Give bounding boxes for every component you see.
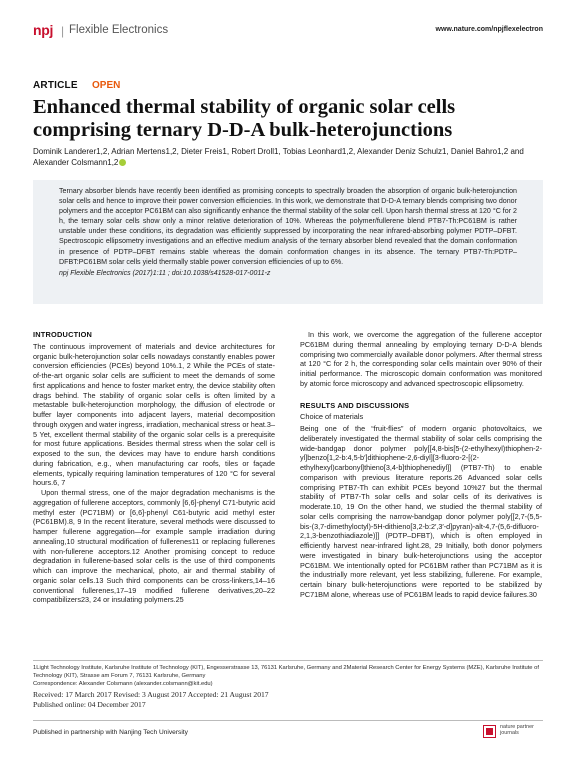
open-access-badge: OPEN — [92, 80, 121, 91]
received-dates: Received: 17 March 2017 Revised: 3 August 2017 Accepted: 21 August 2017 — [33, 690, 269, 699]
orcid-icon[interactable] — [119, 159, 126, 166]
page-header — [33, 22, 543, 40]
author-list — [33, 146, 543, 168]
npj-logo: npj — [33, 22, 54, 38]
left-column — [33, 330, 275, 605]
intro-paragraph-3: In this work, we overcome the aggregation of the fullerene acceptor PC61BM during thermal annealing by employing ternary D-D-A blends comprising two commercially available donor polymers. After thermal stress at 120 °C for 2 h, the corresponding solar cells maintain over 90% of their initial performance. The microscopic domain conformation was monitored by atomic force microscopy and advanced spectroscopic ellipsometry. — [300, 330, 542, 388]
affiliations: 1Light Technology Institute, Karlsruhe Institute of Technology (KIT), Engesserstrasse 13, 76131 Karlsruhe, Germany and 2Material Research Center for Energy Systems (MZE), Karlsruhe Institute of Technology (KIT), Strasse am Forum 7, 76131 Karlsruhe, Germany — [33, 665, 539, 679]
journal-url-link[interactable]: www.nature.com/npjflexelectron — [435, 26, 543, 33]
journal-name: Flexible Electronics — [69, 24, 169, 36]
footnotes — [33, 664, 543, 688]
header-separator: | — [61, 24, 65, 38]
results-paragraph-1: Being one of the “fruit-flies” of modern organic photovoltaics, we deliberately investigated the thermal stability of solar cells comprising the wide-bandgap donor polymer poly[[4,8-bis[5-(2-ethylhexyl)thiophen-2-yl]benzo[1,2-b:4,5-b′]dithiophene-2,6-diyl][3-fluoro-2-[(2-ethylhexyl)carbonyl]thieno[3,4-b]thiophenediyl]] (PTB7-Th) to enable comparison with previous literature reports.26 Advanced solar cells comprising PTB7-Th can exhibit PCEs beyond 10%27 but the thermal stability of PTB7-Th solar cells and solar cells of its derivatives is moderate.10, 19 On the other hand, we studied the thermal stability of solar cells comprising the narrow-bandgap donor polymer poly[[2,7-(5,5-bis-(3,7-dimethyloctyl)-5H-dithieno[3,2-b:2′,3′-d]pyran)-alt-4,7-(5,6-difluoro-2,1,3-benzothiadiazole)]] (PDTP–DFBT), which is often employed in efficiently harvest near-infrared light.28, 29 Initially, both donor polymers were investigated in binary bulk-heterojunctions using the acceptor PC61BM. We intentionally opted for PC61BM rather than PC71BM as it is the industrially more relevant, yet less stabilizing, fullerene. For example, certain binary bulk-heterojunctions were reported to be stabilized by PC71BM alone, whereas use of PC61BM leads to rapid device failures.30 — [300, 424, 542, 599]
footer-divider — [33, 720, 543, 721]
authors-line-2: Alexander Colsmann1,2 — [33, 158, 119, 167]
publisher-line-1: nature partner — [500, 724, 534, 730]
publisher-line-2: journals — [500, 730, 519, 736]
article-type-label: ARTICLE — [33, 80, 78, 91]
partnership-note: Published in partnership with Nanjing Tech University — [33, 729, 188, 736]
materials-subheading: Choice of materials — [300, 412, 364, 422]
intro-paragraph-2: Upon thermal stress, one of the major degradation mechanisms is the aggregation of fullerene acceptors, commonly [6,6]-phenyl C71-butyric acid methyl ester (PC71BM) or [6,6]-phenyl C61-butyric acid methyl ester (PC61BM).8, 9 In the recent literature, several methods were discussed to hamper fullerene aggregation—for example sample irradiation during annealing,10 structural modification of fullerenes11 or replacing fullerenes with non-fullerene acceptors.12 Another promising concept to reduce degradation in fullerene-based solar cells is the use of third components which can improve the mechanical, photo, air and thermal stability of organic solar cells.13 Such third components can be cross-linkers,14–16 conventional fullerenes,17–19 modified fullerene derivatives,20–22 compatibilizers23, 24 or insulating polymers.25 — [33, 488, 275, 605]
publication-dates — [33, 690, 543, 709]
nature-partner-mark-icon — [483, 725, 496, 738]
results-heading: RESULTS AND DISCUSSIONS — [300, 400, 410, 410]
abstract-text: Ternary absorber blends have recently been identified as promising concepts to spectrally broaden the absorption of organic bulk-heterojunction solar cells and hence to improve their power conversion efficiencies. In this work, we demonstrate that D-D-A ternary blends comprising two donor polymers and the acceptor PC61BM can also significantly enhance the thermal stability of the solar cell. Upon harsh thermal stress at 120 °C for 2 h, the ternary solar cells show only a minor relative deterioration of 10%. Whereas the polymer/fullerene blend PTB7-Th:PC61BM is rather unstable under these conditions, its degradation was efficiently suppressed by incorporating the near infrared-absorbing polymer PDTP–DFBT. Spectroscopic ellipsometry investigations and an effective medium analysis of the ternary absorber blend revealed that the domain conformation in presence of PDTP–DFBT remains stable whereas the domain conformation changes in its absence. The ternary PTB7-Th:PDTP–DFBT:PC61BM solar cells yield thermally stable power conversion efficiencies of up to 6%. — [59, 187, 517, 266]
intro-paragraph-1: The continuous improvement of materials and device architectures for organic bulk-heterojunction solar cells nowadays constantly enables power conversion efficiencies (PCEs) beyond 10%.1, 2 While the PCEs of state-of-the-art organic solar cells are sufficient to meet the demands of some first applications and hence to foster market entry, the device stability often drags behind. The stability of organic solar cells is often limited by a metastable bulk-heterojunction morphology, the diffusion of electrode or buffer layer components into adjacent layers, material decomposition through oxygen and water ingress, irradiation, mechanical stress or heat.3–5 Yet, excellent thermal stability of the organic solar cells is a prerequisite for most future applications. Besides thermal stress when the solar cell is exposed to the sun, the devices may have to endure harsh conditions during fabrication, e.g., when manufacturing car roofs, tiles or façade elements, typically requiring lamination temperatures of 120 °C for several hours.6, 7 — [33, 341, 275, 488]
authors-line-1: Dominik Landerer1,2, Adrian Mertens1,2, Dieter Freis1, Robert Droll1, Tobias Leonhard1,2, Alexander Deniz Schulz1, Daniel Bahro1,2 and — [33, 147, 524, 156]
abstract-box — [33, 180, 543, 304]
introduction-heading: INTRODUCTION — [33, 330, 93, 339]
nature-partner-journals-logo — [483, 722, 543, 742]
published-date: Published online: 04 December 2017 — [33, 699, 146, 709]
footnote-divider — [33, 660, 543, 661]
correspondence: Correspondence: Alexander Colsmann (alexander.colsmann@kit.edu) — [33, 681, 213, 687]
right-column — [300, 330, 542, 600]
article-title: Enhanced thermal stability of organic solar cells comprising ternary D-D-A bulk-heterojunctions — [33, 96, 456, 141]
article-citation: npj Flexible Electronics (2017)1:11 ; doi:10.1038/s41528-017-0011-z — [59, 269, 271, 277]
